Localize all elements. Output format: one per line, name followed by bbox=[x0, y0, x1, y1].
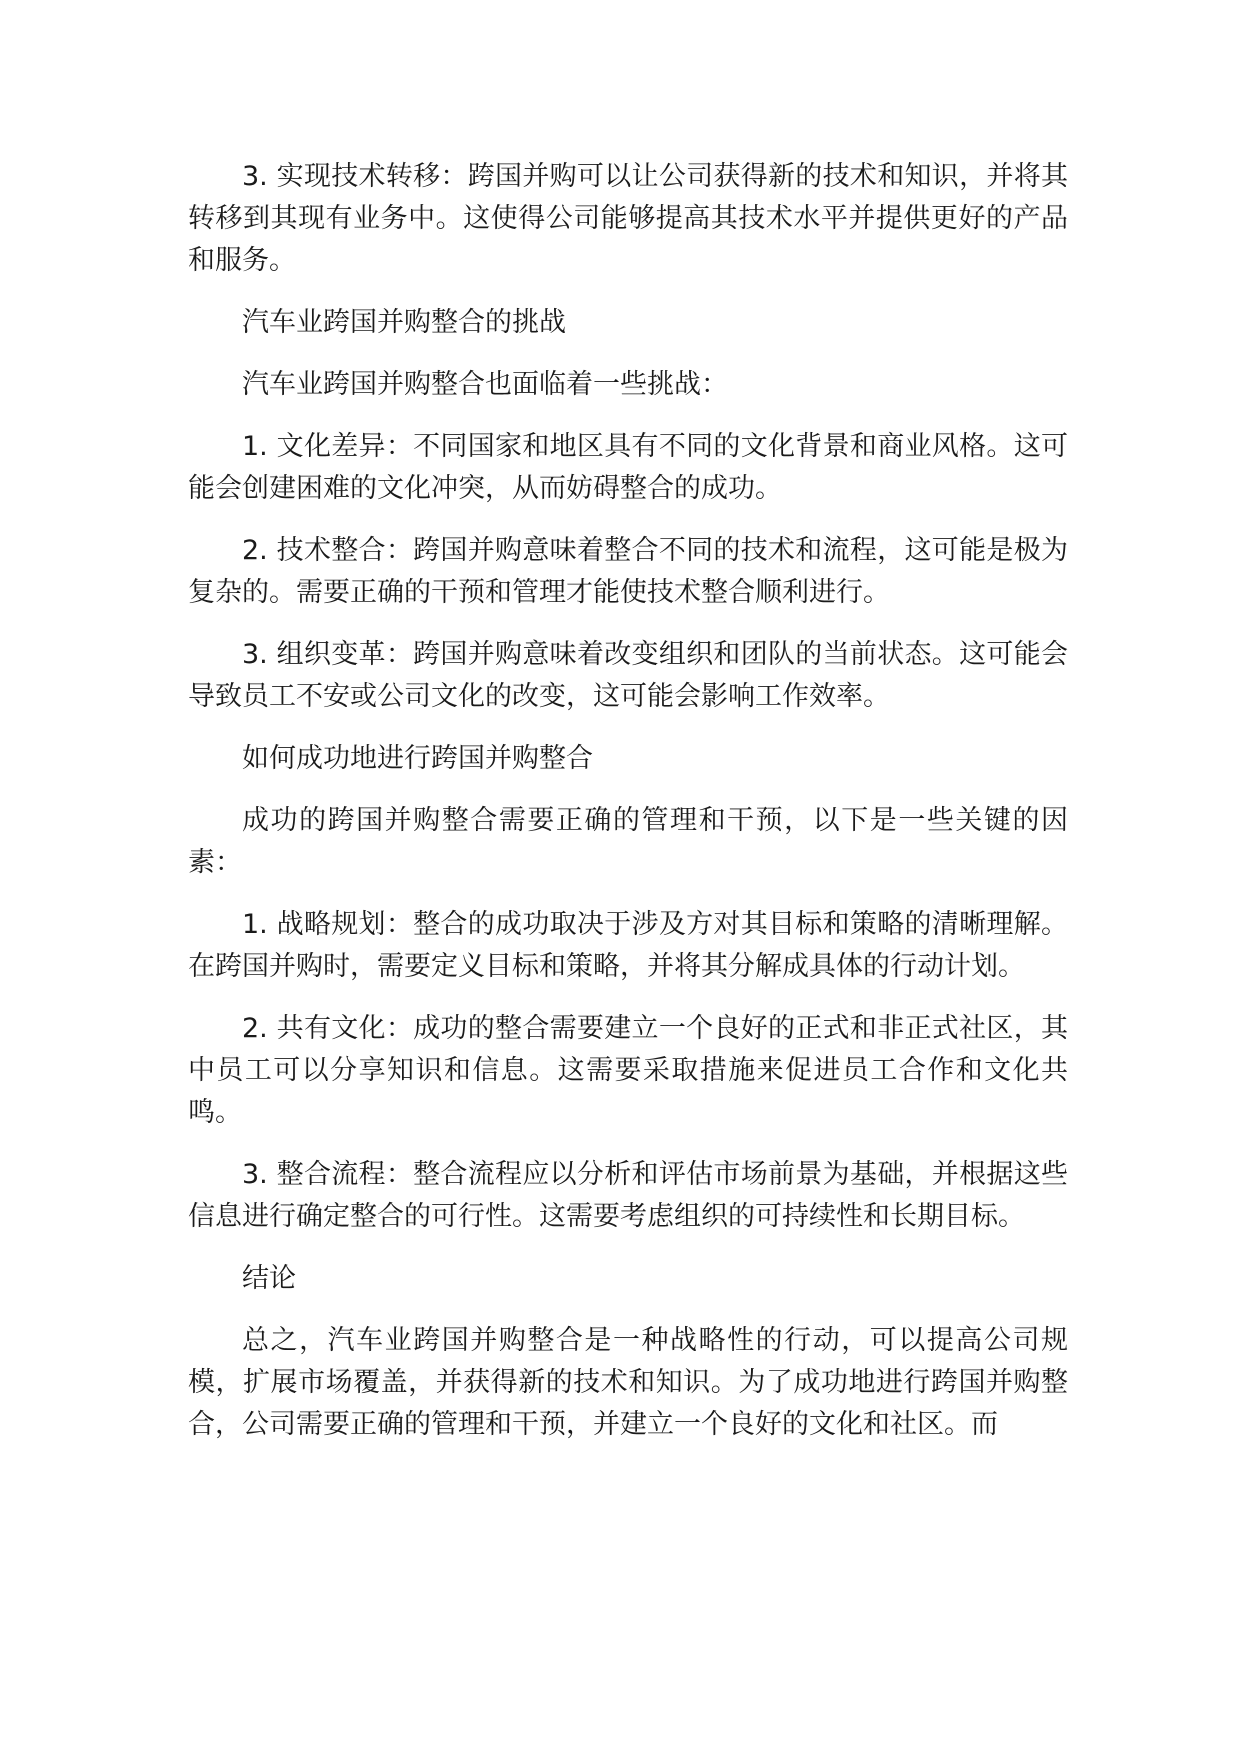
paragraph-tech-transfer: 3. 实现技术转移：跨国并购可以让公司获得新的技术和知识，并将其转移到其现有业务中。这使得公司能够提高其技术水平并提供更好的产品和服务。 bbox=[188, 161, 1068, 276]
paragraph-cultural-difference: 1. 文化差异：不同国家和地区具有不同的文化背景和商业风格。这可能会创建困难的文化冲突，从而妨碍整合的成功。 bbox=[188, 431, 1068, 504]
paragraph-conclusion: 总之，汽车业跨国并购整合是一种战略性的行动，可以提高公司规模，扩展市场覆盖，并获得新的技术和知识。为了成功地进行跨国并购整合，公司需要正确的管理和干预，并建立一个良好的文化和社区。而 bbox=[188, 1325, 1068, 1440]
section-heading-how-to-succeed: 如何成功地进行跨国并购整合 bbox=[242, 743, 593, 774]
paragraph-challenges-intro: 汽车业跨国并购整合也面临着一些挑战： bbox=[242, 369, 728, 400]
paragraph-integration-process: 3. 整合流程：整合流程应以分析和评估市场前景为基础，并根据这些信息进行确定整合的可行性。这需要考虑组织的可持续性和长期目标。 bbox=[188, 1159, 1068, 1232]
paragraph-strategic-planning: 1. 战略规划：整合的成功取决于涉及方对其目标和策略的清晰理解。在跨国并购时，需要定义目标和策略，并将其分解成具体的行动计划。 bbox=[188, 909, 1068, 982]
section-heading-challenges: 汽车业跨国并购整合的挑战 bbox=[242, 307, 566, 338]
section-heading-conclusion: 结论 bbox=[242, 1263, 296, 1294]
paragraph-success-intro: 成功的跨国并购整合需要正确的管理和干预，以下是一些关键的因素： bbox=[188, 805, 1068, 878]
paragraph-shared-culture: 2. 共有文化：成功的整合需要建立一个良好的正式和非正式社区，其中员工可以分享知识和信息。这需要采取措施来促进员工合作和文化共鸣。 bbox=[188, 1013, 1068, 1128]
paragraph-tech-integration: 2. 技术整合：跨国并购意味着整合不同的技术和流程，这可能是极为复杂的。需要正确的干预和管理才能使技术整合顺利进行。 bbox=[188, 535, 1068, 608]
paragraph-org-change: 3. 组织变革：跨国并购意味着改变组织和团队的当前状态。这可能会导致员工不安或公司文化的改变，这可能会影响工作效率。 bbox=[188, 639, 1068, 712]
document-body bbox=[188, 156, 1068, 1466]
